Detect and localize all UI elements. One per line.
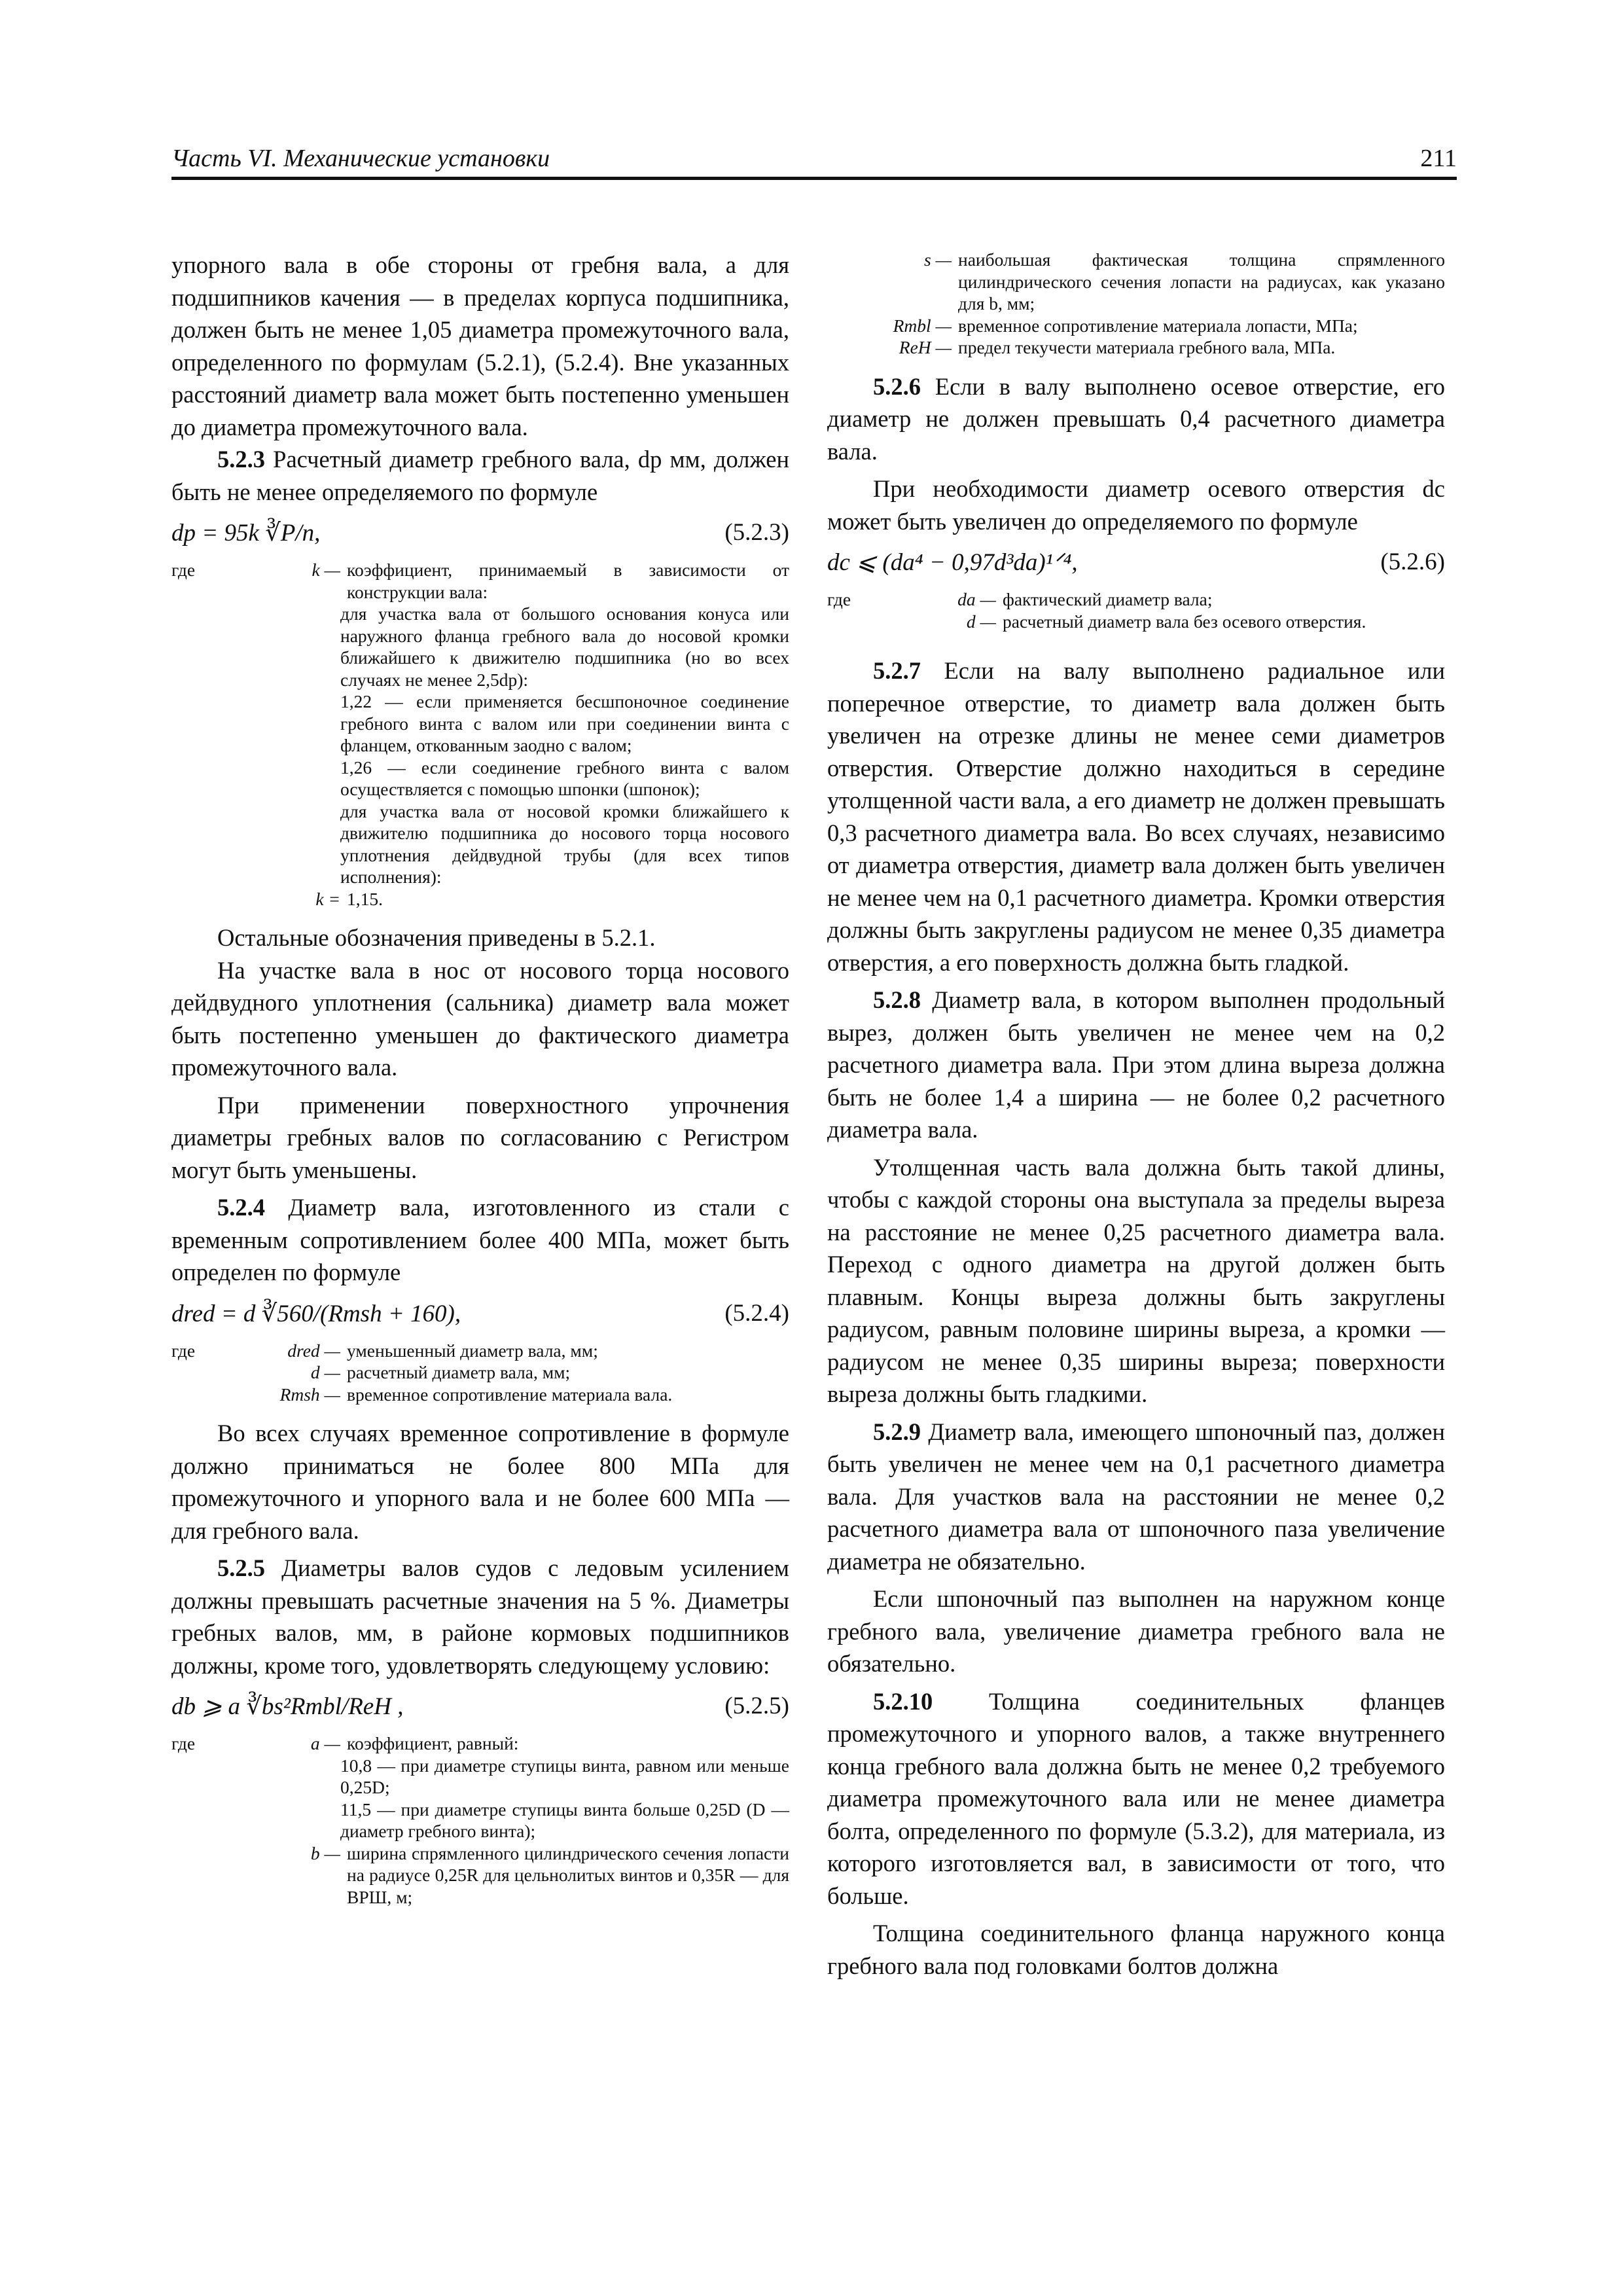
paragraph: На участке вала в нос от носового торца носового дейдвудного уплотнения (сальника) диаметр вала может быть постепенно уменьшен до фактического диаметра промежуточного вала. (171, 956, 789, 1081)
definition: расчетный диаметр вала, мм; (347, 1362, 571, 1382)
formula-expression: db ⩾ a ∛bs²Rmbl/ReH , (171, 1693, 404, 1720)
paragraph: упорного вала в обе стороны от гребня вала, а для подшипников качения — в пределах корпуса подшипника, должен быть не менее 1,05 диаметра промежуточного вала, определенного по формулам (5.2.1), (5.2.4). Вне указанных расстояний диаметр вала может быть постепенно уменьшен до диаметра промежуточного вала. (171, 251, 789, 440)
formula-5-2-3 (171, 514, 789, 555)
definition-sub: 10,8 — при диаметре ступицы винта, равном или меньше 0,25D; (340, 1755, 789, 1797)
section-text: Диаметры валов судов с ледовым усилением должны превышать расчетные значения на 5 %. Диаметры гребных валов, мм, в районе кормовых подшипников должны, кроме того, удовлетворять следующему условию: (171, 1554, 790, 1679)
header-rule (171, 177, 1457, 180)
formula-number: (5.2.5) (724, 1693, 789, 1719)
section-number: 5.2.7 (873, 657, 921, 684)
where-label: где (171, 1340, 196, 1361)
where-block-5-2-6 (827, 588, 1445, 632)
section-text: Толщина соединительных фланцев промежуточного и упорного валов, а также внутреннего конца гребного вала должна быть не менее 0,2 требуемого диаметра промежуточного вала или не менее диаметра болта, определенного по формуле (5.3.2), для материала, из которого изготовляется вал, в зависимости от того, что больше. (827, 1687, 1446, 1909)
section-text: Диаметр вала, в котором выполнен продольный вырез, должен быть увеличен не менее чем на 0,2 расчетного диаметра вала. При этом длина выреза должна быть не более 1,4 а ширина — не более 0,2 расчетного диаметра вала. (827, 986, 1445, 1143)
formula-number: (5.2.3) (724, 519, 789, 546)
section-number: 5.2.9 (873, 1418, 921, 1445)
symbol: a — (310, 1733, 340, 1753)
where-label: где (171, 1733, 196, 1753)
section-text: Диаметр вала, имеющего шпоночный паз, должен быть увеличен не менее чем на 0,1 расчетного диаметра вала. Для участков вала на расстоянии не менее 0,2 расчетного диаметра вала от шпоночного паза увеличение диаметра не обязательно. (827, 1418, 1445, 1575)
section-number: 5.2.8 (873, 986, 921, 1013)
section-5-2-8 (827, 984, 1445, 1146)
section-number: 5.2.4 (217, 1194, 265, 1221)
symbol: dred — (287, 1340, 340, 1361)
section-5-2-9 (827, 1416, 1445, 1578)
where-label: где (827, 589, 851, 609)
where-block-5-2-5 (171, 1732, 789, 1908)
symbol: da — (957, 589, 996, 609)
symbol: b — (310, 1842, 340, 1863)
definition: временное сопротивление материала вала. (347, 1384, 673, 1405)
paragraph: Утолщенная часть вала должна быть такой длины, чтобы с каждой стороны она выступала за пределы выреза на расстояние не менее 0,25 расчетного диаметра вала. Переход с одного диаметра на другой должен быть плавным. Концы выреза должны быть закруглены радиусом, равным половине ширины выреза, а кромки — радиусом не менее 0,35 ширины выреза; поверхности выреза должны быть гладкими. (827, 1153, 1445, 1407)
page-number: 211 (1420, 145, 1457, 172)
symbol: s — (923, 249, 952, 270)
running-head (171, 143, 1457, 177)
paragraph: При применении поверхностного упрочнения диаметры гребных валов по согласованию с Регистром могут быть уменьшены. (171, 1091, 789, 1183)
definition: ширина спрямленного цилиндрического сечения лопасти на радиусе 0,25R для цельнолитых винтов и 0,35R — для ВРШ, м; (347, 1842, 789, 1907)
section-number: 5.2.3 (217, 446, 265, 473)
section-5-2-5 (171, 1552, 789, 1681)
right-column (827, 249, 1445, 1982)
paragraph: Во всех случаях временное сопротивление в формуле должно приниматься не более 800 МПа для промежуточного и упорного вала и не более 600 МПа — для гребного вала. (171, 1420, 789, 1544)
section-5-2-6 (827, 370, 1445, 468)
section-text: Диаметр вала, изготовленного из стали с временным сопротивлением более 400 МПа, может быть определен по формуле (171, 1194, 789, 1285)
formula-5-2-5 (171, 1688, 789, 1729)
section-5-2-10 (827, 1685, 1445, 1912)
formula-number: (5.2.4) (724, 1299, 789, 1327)
section-number: 5.2.5 (217, 1554, 265, 1581)
paragraph: Остальные обозначения приведены в 5.2.1. (217, 924, 656, 951)
symbol: Rmbl — (893, 315, 952, 336)
definition: 1,15. (347, 888, 383, 909)
definition-sub: 1,26 — если соединение гребного винта с валом осуществляется с помощью шпонки (шпонок); (340, 757, 789, 799)
section-5-2-7 (827, 655, 1445, 978)
definition: коэффициент, принимаемый в зависимости от конструкции вала: (347, 560, 789, 602)
section-5-2-4 (171, 1191, 789, 1289)
symbol: k = (315, 888, 340, 909)
symbol-notes-5-2-5 (827, 249, 1445, 359)
formula-expression: dred = d ∛560/(Rmsh + 160), (171, 1300, 461, 1327)
where-label: где (171, 560, 196, 580)
section-number: 5.2.6 (873, 372, 921, 400)
definition: временное сопротивление материала лопасти, МПа; (958, 315, 1358, 336)
symbol: d — (966, 611, 996, 632)
chapter-title: Часть VI. Механические установки (171, 145, 550, 172)
paragraph: Если шпоночный паз выполнен на наружном конце гребного вала, увеличение диаметра гребного вала не обязательно. (827, 1585, 1445, 1677)
definition: фактический диаметр вала; (1003, 589, 1213, 609)
formula-5-2-4 (171, 1295, 789, 1336)
definition: расчетный диаметр вала без осевого отверстия. (1003, 611, 1366, 632)
where-block-5-2-4 (171, 1340, 789, 1406)
left-column (171, 249, 789, 1908)
formula-5-2-6 (827, 544, 1445, 584)
definition-sub: 1,22 — если применяется бесшпоночное соединение гребного винта с валом или при соединении винта с фланцем, откованным заодно с валом; (340, 691, 789, 755)
definition: наибольшая фактическая толщина спрямленного цилиндрического сечения лопасти на радиусах, как указано для b, мм; (958, 249, 1445, 314)
formula-number: (5.2.6) (1380, 548, 1445, 575)
symbol: d — (310, 1362, 340, 1382)
definition: уменьшенный диаметр вала, мм; (347, 1340, 598, 1361)
definition: коэффициент, равный: (347, 1733, 519, 1753)
section-text: Расчетный диаметр гребного вала, dp мм, должен быть не менее определяемого по формуле (171, 446, 789, 505)
section-text: Если в валу выполнено осевое отверстие, его диаметр не должен превышать 0,4 расчетного диаметра вала. (827, 372, 1446, 465)
symbol: Rmsh — (279, 1384, 340, 1405)
paragraph: При необходимости диаметр осевого отверстия dc может быть увеличен до определяемого по формуле (827, 475, 1445, 535)
section-5-2-3 (171, 443, 789, 508)
section-text: Если на валу выполнено радиальное или поперечное отверстие, то диаметр вала должен быть увеличен на отрезке длины не менее семи диаметров отверстия. Отверстие должно находиться в середине утолщенной части вала, а его диаметр не должен превышать 0,3 расчетного диаметра вала. Во всех случаях, независимо от диаметра отверстия, диаметр вала должен быть увеличен не менее чем на 0,1 расчетного диаметра. Кромки отверстия должны быть закруглены радиусом не менее 0,35 диаметра отверстия, а его поверхность должна быть гладкой. (827, 657, 1446, 976)
definition-sub: для участка вала от носовой кромки ближайшего к движителю подшипника до носового торца носового уплотнения дейдвудной трубы (для всех типов исполнения): (340, 800, 789, 887)
symbol: k — (312, 560, 340, 580)
where-block-5-2-3 (171, 559, 789, 910)
section-number: 5.2.10 (873, 1687, 933, 1715)
paragraph: Толщина соединительного фланца наружного конца гребного вала под головками болтов должна (827, 1920, 1445, 1979)
definition-sub: 11,5 — при диаметре ступицы винта больше 0,25D (D — диаметр гребного винта); (340, 1799, 789, 1841)
definition-sub: для участка вала от большого основания конуса или наружного фланца гребного вала до носовой кромки ближайшего к движителю подшипника (но во всех случаях не менее 2,5dp): (340, 603, 789, 690)
formula-expression: dp = 95k ∛P/n, (171, 520, 321, 547)
symbol: ReH — (899, 337, 952, 357)
definition: предел текучести материала гребного вала, МПа. (958, 337, 1336, 357)
formula-expression: dc ⩽ (da⁴ − 0,97d³da)¹ᐟ⁴, (827, 549, 1078, 576)
